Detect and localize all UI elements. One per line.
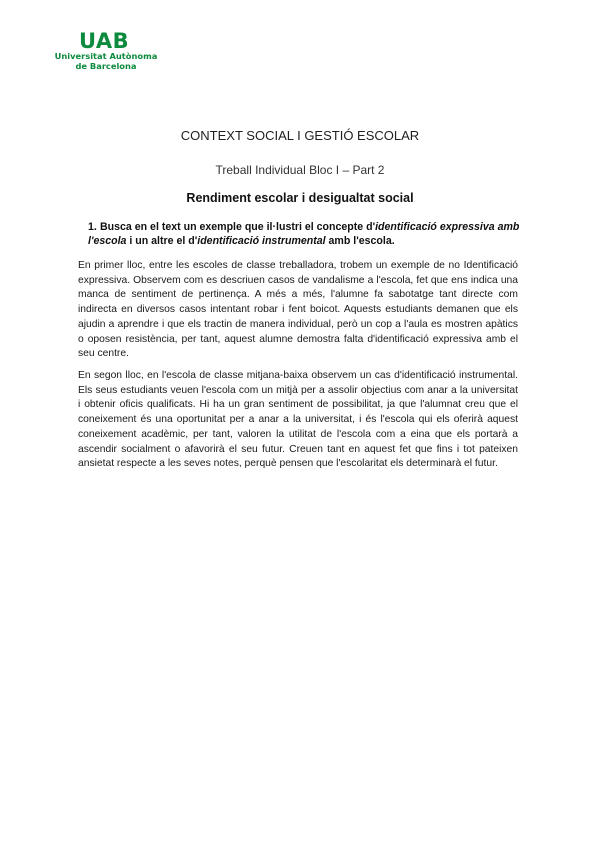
uab-logo — [54, 30, 158, 71]
question-text — [88, 220, 528, 249]
question-part1: Busca en el text un exemple que il·lustri el concepte d' — [100, 221, 376, 233]
question-part2: i un altre el d' — [126, 235, 198, 248]
document-subtitle: Treball Individual Bloc I – Part 2 — [215, 163, 385, 177]
question-italic2: identificació instrumental — [197, 235, 326, 248]
logo-subtitle — [54, 52, 158, 71]
paragraph-1: En primer lloc, entre les escoles de classe treballadora, trobem un exemple de no Identificació expressiva. Observem com es descriuen casos de vandalisme a l'escola, fet que ens indica una manca de sentiment de pertinença. A més a més, l'alumne fa sabotatge tant directe com indirecta en diversos casos intentant robar i fent boicot. Aquests estudiants demanen que els ajudin a aprendre i que els tractin de manera individual, però un cop a l'aula es mostren apàtics o oposen resistència, per tant, aquest alumne demostra falta d'identificació expressiva amb el seu centre. — [78, 260, 518, 360]
logo-line2: de Barcelona — [75, 60, 137, 71]
document-heading: Rendiment escolar i desigualtat social — [186, 191, 414, 205]
paragraph-2: En segon lloc, en l'escola de classe mitjana-baixa observem un cas d'identificació instrumental. Els seus estudiants veuen l'escola com un mitjà per a assolir objectius com anar a la universitat i obtenir oficis qualificats. Hi ha un gran sentiment de possibilitat, ja que l'alumnat creu que el coneixement és una oportunitat per a anar a la universitat, i és l'escola qui els oferirà aquest coneixement acadèmic, per tant, valoren la utilitat de l'escola com a eina que els portarà a ascendir socialment o afavorirà el seu futur. Creuen tant en aquest fet que fins i tot pateixen ansietat respecte a les seves notes, perquè pensen que l'escolaritat els determinarà el futur. — [78, 370, 518, 470]
question-item — [88, 220, 528, 249]
question-number: 1. — [88, 221, 97, 233]
question-part3: amb l'escola. — [325, 235, 395, 248]
logo-line1: Universitat Autònoma — [54, 51, 158, 61]
question-italic1: identificació expressiva amb l'escola — [88, 221, 520, 248]
logo-mark: UAB — [79, 29, 130, 53]
document-title: CONTEXT SOCIAL I GESTIÓ ESCOLAR — [180, 128, 420, 143]
